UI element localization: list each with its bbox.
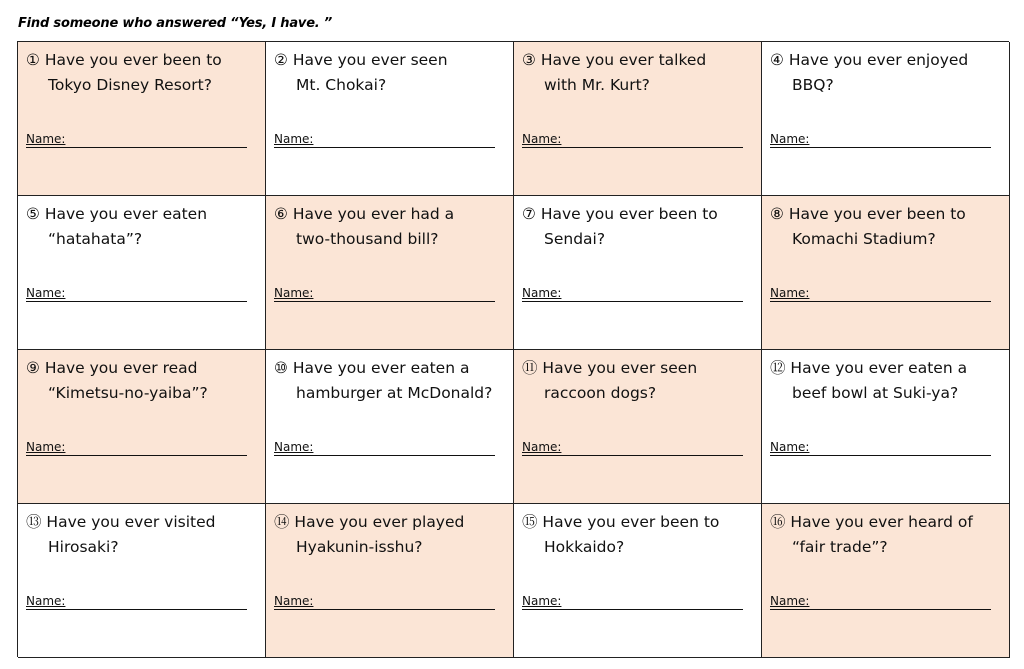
question-line-2: Sendai?: [544, 230, 606, 248]
question-line-1: ⑥ Have you ever had a: [274, 205, 455, 223]
name-field[interactable]: Name:: [522, 594, 743, 610]
name-field[interactable]: Name:: [770, 132, 991, 148]
question-line-2: “Kimetsu-no-yaiba”?: [48, 384, 208, 402]
question-text: [26, 510, 261, 560]
question-line-1: ⑪ Have you ever seen: [522, 359, 698, 377]
question-cell-14: [266, 504, 514, 658]
question-text: [522, 48, 757, 98]
name-field[interactable]: Name:: [274, 132, 495, 148]
question-line-1: ⑭ Have you ever played: [274, 513, 465, 531]
question-line-1: ⑧ Have you ever been to: [770, 205, 966, 223]
name-field[interactable]: Name:: [274, 440, 495, 456]
question-line-1: ⑯ Have you ever heard of: [770, 513, 973, 531]
name-field[interactable]: Name:: [770, 594, 991, 610]
question-line-1: ⑨ Have you ever read: [26, 359, 198, 377]
question-text: [770, 48, 1005, 98]
question-line-1: ⑦ Have you ever been to: [522, 205, 718, 223]
name-field[interactable]: Name:: [26, 594, 247, 610]
question-line-2: Tokyo Disney Resort?: [48, 76, 212, 94]
question-text: [26, 202, 261, 252]
question-cell-8: [762, 196, 1010, 350]
question-text: [26, 356, 261, 406]
question-line-2: “fair trade”?: [792, 538, 888, 556]
question-line-2: “hatahata”?: [48, 230, 143, 248]
question-cell-16: [762, 504, 1010, 658]
question-line-2: beef bowl at Suki-ya?: [792, 384, 959, 402]
question-line-1: ② Have you ever seen: [274, 51, 448, 69]
name-field[interactable]: Name:: [770, 440, 991, 456]
question-cell-7: [514, 196, 762, 350]
question-line-1: ① Have you ever been to: [26, 51, 222, 69]
question-line-2: two-thousand bill?: [296, 230, 439, 248]
name-field[interactable]: Name:: [274, 286, 495, 302]
question-line-1: ⑬ Have you ever visited: [26, 513, 216, 531]
question-cell-13: [18, 504, 266, 658]
question-line-2: Komachi Stadium?: [792, 230, 936, 248]
name-field[interactable]: Name:: [26, 132, 247, 148]
question-line-2: raccoon dogs?: [544, 384, 657, 402]
question-cell-5: [18, 196, 266, 350]
question-cell-15: [514, 504, 762, 658]
question-text: [522, 510, 757, 560]
question-text: [770, 356, 1005, 406]
question-cell-11: [514, 350, 762, 504]
question-text: [26, 48, 261, 98]
question-line-2: with Mr. Kurt?: [544, 76, 650, 94]
question-cell-12: [762, 350, 1010, 504]
question-line-1: ③ Have you ever talked: [522, 51, 707, 69]
question-cell-1: [18, 42, 266, 196]
question-text: [274, 48, 509, 98]
question-text: [274, 202, 509, 252]
question-line-1: ⑤ Have you ever eaten: [26, 205, 208, 223]
question-text: [522, 202, 757, 252]
question-text: [274, 356, 509, 406]
question-line-1: ⑫ Have you ever eaten a: [770, 359, 968, 377]
question-line-2: Hirosaki?: [48, 538, 119, 556]
question-line-1: ⑩ Have you ever eaten a: [274, 359, 470, 377]
question-cell-3: [514, 42, 762, 196]
name-field[interactable]: Name:: [274, 594, 495, 610]
question-line-1: ④ Have you ever enjoyed: [770, 51, 969, 69]
name-field[interactable]: Name:: [522, 132, 743, 148]
name-field[interactable]: Name:: [522, 286, 743, 302]
question-cell-2: [266, 42, 514, 196]
name-field[interactable]: Name:: [770, 286, 991, 302]
question-line-2: Mt. Chokai?: [296, 76, 387, 94]
question-cell-9: [18, 350, 266, 504]
question-cell-6: [266, 196, 514, 350]
question-grid: [17, 41, 1009, 657]
name-field[interactable]: Name:: [26, 440, 247, 456]
question-line-2: Hokkaido?: [544, 538, 625, 556]
question-text: [274, 510, 509, 560]
question-cell-10: [266, 350, 514, 504]
question-line-2: Hyakunin-isshu?: [296, 538, 423, 556]
worksheet-heading: Find someone who answered “Yes, I have. ”: [18, 16, 333, 31]
question-text: [770, 202, 1005, 252]
name-field[interactable]: Name:: [26, 286, 247, 302]
name-field[interactable]: Name:: [522, 440, 743, 456]
question-text: [522, 356, 757, 406]
question-text: [770, 510, 1005, 560]
question-line-1: ⑮ Have you ever been to: [522, 513, 720, 531]
question-cell-4: [762, 42, 1010, 196]
question-line-2: hamburger at McDonald?: [296, 384, 493, 402]
question-line-2: BBQ?: [792, 76, 834, 94]
